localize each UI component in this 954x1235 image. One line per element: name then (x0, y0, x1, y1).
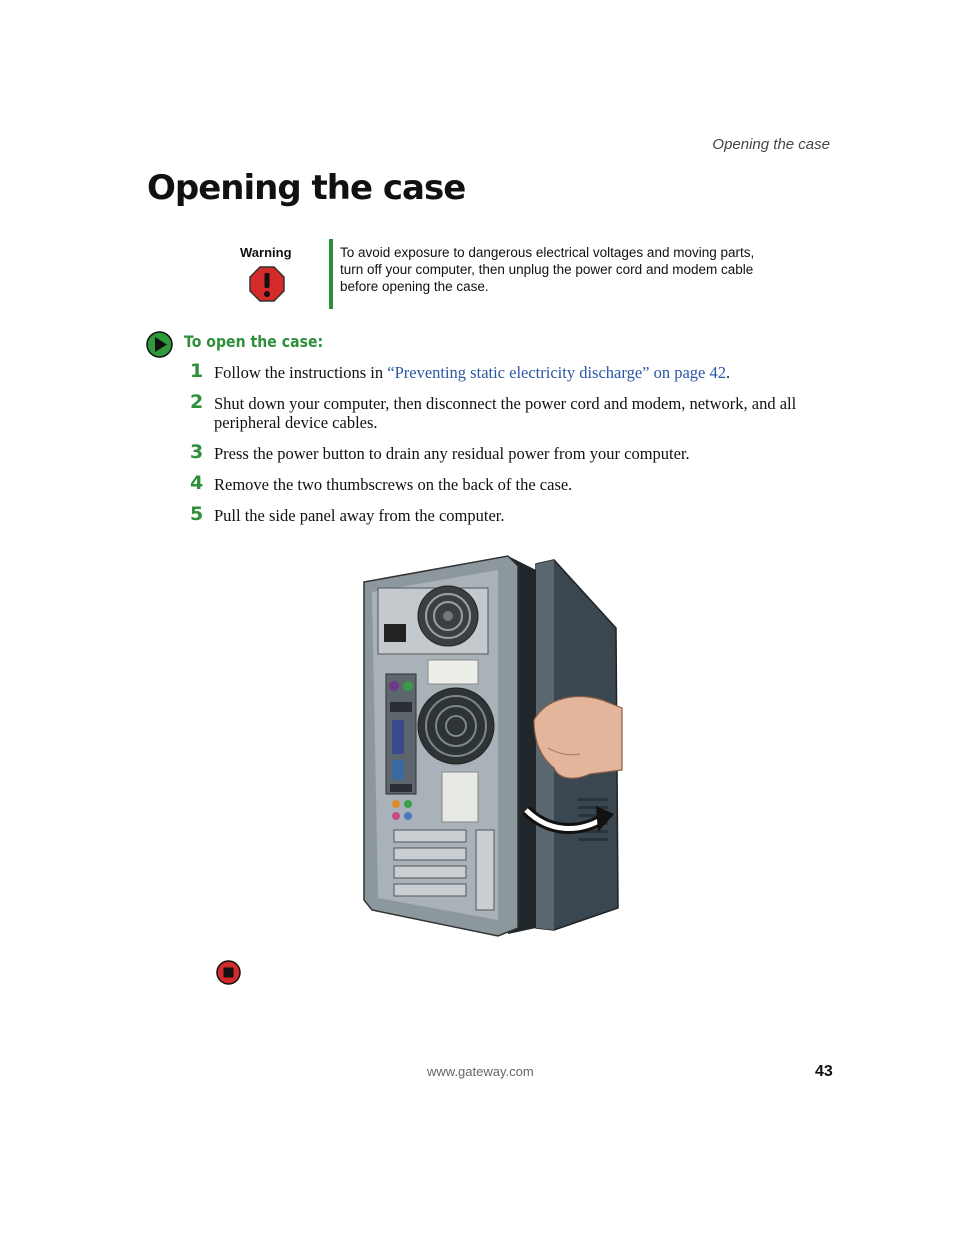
step-number: 5 (190, 503, 204, 525)
step-text: Pull the side panel away from the computer. (214, 506, 505, 525)
page-number: 43 (815, 1063, 833, 1080)
step-text-after: . (725, 363, 731, 382)
step-number: 3 (190, 441, 204, 463)
procedure-title: To open the case: (184, 332, 324, 351)
step-number: 1 (190, 360, 204, 382)
step-text (214, 363, 826, 382)
warning-divider (329, 239, 333, 309)
step-text-before: Follow the instructions in (214, 363, 388, 382)
footer-url: www.gateway.com (427, 1064, 534, 1079)
warning-stop-icon (249, 266, 285, 302)
step-number: 4 (190, 472, 204, 494)
step-text: Remove the two thumbscrews on the back of the case. (214, 475, 573, 494)
warning-label: Warning (240, 245, 292, 260)
warning-text: To avoid exposure to dangerous electrical voltages and moving parts, turn off your computer, then unplug the power cord and modem cable before opening the case. (340, 245, 755, 294)
running-head: Opening the case (712, 136, 830, 153)
stop-icon (216, 960, 241, 985)
step-text: Press the power button to drain any residual power from your computer. (214, 444, 690, 463)
step-number: 2 (190, 391, 204, 413)
computer-case-illustration (358, 548, 624, 940)
cross-reference-link[interactable]: “Preventing static electricity discharge” on page 42 (387, 363, 726, 382)
page-title: Opening the case (147, 168, 466, 208)
step-text: Shut down your computer, then disconnect the power cord and modem, network, and all peripheral device cables. (214, 394, 797, 432)
play-arrow-icon (146, 331, 173, 358)
